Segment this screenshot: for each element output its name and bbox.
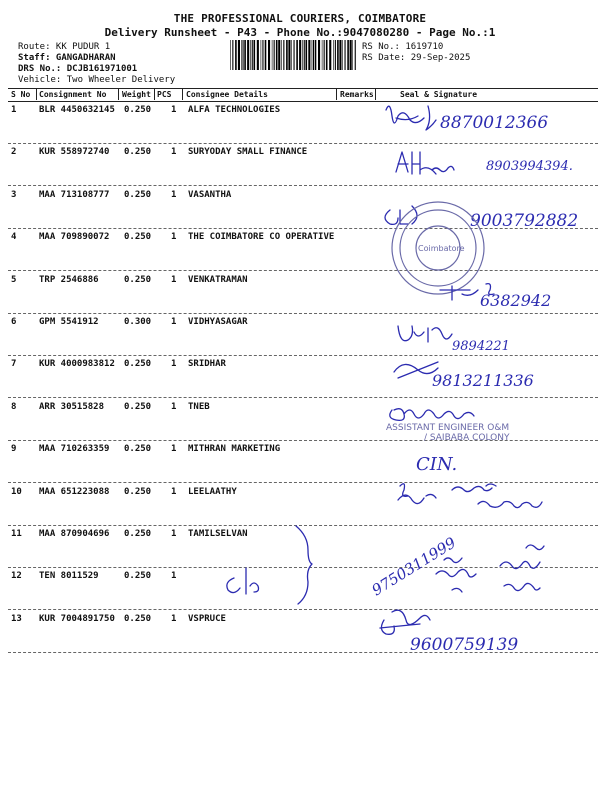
cell-sno: 3 [11,189,17,200]
table-row [8,567,598,610]
cell-sno: 6 [11,317,17,327]
barcode-bar [243,40,244,70]
divider [182,88,183,100]
table-row [8,186,598,229]
barcode-bar [254,40,256,70]
barcode-bar [350,40,352,70]
handwritten-phone: 8903994394. [486,159,573,174]
barcode-bar [244,40,246,70]
barcode-bar [304,40,305,70]
cell-consignee: MITHRAN MARKETING [188,444,281,455]
barcode-bar [324,40,325,70]
cell-pcs: 1 [171,486,177,497]
cell-sno: 13 [11,613,22,624]
handwritten-phone: 8870012366 [440,113,549,133]
barcode-bar [302,40,303,70]
col-consignment: Consignment No [39,90,107,99]
barcode-bar [299,40,301,70]
barcode-bar [241,40,242,70]
rs-number: RS No.: 1619710 [362,42,444,52]
cell-consignment: BLR 4450632145 [39,105,115,115]
barcode [228,40,358,70]
table-row [8,101,598,144]
cell-pcs: 1 [171,147,177,158]
barcode-bar [315,40,317,70]
table-row [8,483,598,526]
cell-weight: 0.250 [124,401,152,412]
barcode-bar [247,40,249,70]
table-row [8,355,598,398]
cell-consignment: TEN 8011529 [39,571,99,582]
col-consignee: Consignee Details [186,90,268,99]
barcode-bar [265,40,267,70]
cell-pcs: 1 [171,529,177,539]
cell-weight: 0.250 [124,486,152,497]
cell-consignment: MAA 713108777 [39,189,110,200]
cell-pcs: 1 [171,274,177,285]
rs-date: RS Date: 29-Sep-2025 [362,53,471,63]
cell-consignment: MAA 651223088 [39,486,110,497]
drs-label: DRS No.: DCJB161971001 [18,64,138,74]
cell-weight: 0.250 [124,571,152,582]
cell-weight: 0.250 [124,613,152,624]
table-row [8,525,598,568]
handwritten-note: CIN. [416,454,458,475]
cell-sno: 5 [11,274,17,285]
barcode-bar [272,40,273,70]
divider [154,88,155,100]
divider [118,88,119,100]
company-title: THE PROFESSIONAL COURIERS, COIMBATORE [173,12,427,25]
cell-weight: 0.250 [124,359,152,370]
barcode-bar [296,40,298,70]
barcode-bar [278,40,280,70]
table-row [8,313,598,356]
barcode-bar [294,40,295,70]
barcode-bar [291,40,292,70]
runsheet-title: Delivery Runsheet - P43 - Phone No.:9047080280 - Page No.:1 [104,26,496,39]
cell-pcs: 1 [171,359,177,370]
cell-sno: 11 [11,529,22,539]
stamp-text: Coimbatore [418,244,465,253]
barcode-bar [337,40,339,70]
cell-consignment: TRP 2546886 [39,274,99,285]
barcode-bar [322,40,323,70]
cell-weight: 0.300 [124,317,152,327]
cell-weight: 0.250 [124,147,152,158]
table-row [8,398,598,441]
cell-consignee: LEELAATHY [188,486,237,497]
barcode-bar [329,40,331,70]
barcode-bar [257,40,259,70]
barcode-bar [352,40,353,70]
cell-pcs: 1 [171,613,177,624]
barcode-bar [283,40,284,70]
cell-consignment: KUR 558972740 [39,147,110,158]
stamp-line2: / SAIBABA COLONY [424,433,510,443]
handwritten-phone: 9813211336 [432,371,534,390]
barcode-bar [288,40,290,70]
cell-pcs: 1 [171,105,177,115]
divider [375,88,376,100]
barcode-bar [268,40,270,70]
barcode-bar [308,40,310,70]
handwritten-phone: 9003792882 [470,211,579,231]
cell-weight: 0.250 [124,529,152,539]
cell-consignment: MAA 709890072 [39,232,110,243]
stamp-line1: ASSISTANT ENGINEER O&M [386,423,510,433]
col-sno: S No [11,90,31,99]
barcode-bar [286,40,288,70]
table-row [8,271,598,314]
staff-label: Staff: GANGADHARAN [18,53,116,63]
barcode-bar [232,40,233,70]
barcode-bar [326,40,328,70]
col-weight: Weight [122,90,151,99]
barcode-bar [238,40,240,70]
table-row [8,143,598,186]
cell-consignment: MAA 870904696 [39,529,110,539]
barcode-bar [276,40,278,70]
cell-sno: 8 [11,401,17,412]
route-label: Route: KK PUDUR 1 [18,42,111,52]
cell-sno: 4 [11,232,17,243]
barcode-bar [235,40,237,70]
cell-consignee: THE COIMBATORE CO OPERATIVE [188,232,335,243]
cell-weight: 0.250 [124,105,152,115]
barcode-bar [342,40,343,70]
barcode-bar [318,40,320,70]
barcode-bar [333,40,334,70]
cell-pcs: 1 [171,571,177,582]
cell-consignment: GPM 5541912 [39,317,99,327]
divider [36,88,37,100]
handwritten-phone: 9750311999 [368,533,460,600]
cell-pcs: 1 [171,317,177,327]
barcode-bar [355,40,356,70]
runsheet-table [8,88,598,648]
col-seal: Seal & Signature [400,90,478,99]
table-row [8,228,598,271]
cell-consignee: SRIDHAR [188,359,226,370]
cell-sno: 1 [11,105,17,115]
barcode-bar [281,40,282,70]
divider [336,88,337,100]
barcode-bar [230,40,231,70]
barcode-bar [306,40,308,70]
cell-consignment: ARR 30515828 [39,401,105,412]
cell-sno: 12 [11,571,22,582]
cell-consignee: TNEB [188,401,210,412]
barcode-bar [313,40,314,70]
cell-weight: 0.250 [124,232,152,243]
cell-pcs: 1 [171,401,177,412]
table-row [8,610,598,653]
handwritten-phone: 9894221 [452,339,510,354]
cell-weight: 0.250 [124,444,152,455]
cell-pcs: 1 [171,232,177,243]
cell-consignment: MAA 710263359 [39,444,110,455]
table-header [8,88,598,102]
handwritten-phone: 9600759139 [410,635,519,655]
cell-pcs: 1 [171,189,177,200]
cell-weight: 0.250 [124,189,152,200]
barcode-bar [345,40,346,70]
barcode-bar [312,40,313,70]
cell-sno: 7 [11,359,17,370]
handwritten-phone: 6382942 [480,291,552,310]
barcode-bar [250,40,251,70]
barcode-bar [339,40,341,70]
cell-consignee: VASANTHA [188,189,232,200]
cell-sno: 10 [11,486,22,497]
cell-consignee: VSPRUCE [188,613,226,624]
cell-consignment: KUR 4000983812 [39,359,115,370]
col-remarks: Remarks [340,90,374,99]
barcode-bar [274,40,275,70]
barcode-bar [335,40,336,70]
cell-consignee: VENKATRAMAN [188,274,248,285]
cell-sno: 9 [11,444,17,455]
barcode-bar [262,40,263,70]
cell-consignee: TAMILSELVAN [188,529,248,539]
cell-weight: 0.250 [124,274,152,285]
barcode-bar [347,40,349,70]
cell-consignment: KUR 7004891750 [39,613,115,624]
cell-consignee: ALFA TECHNOLOGIES [188,105,281,115]
vehicle-label: Vehicle: Two Wheeler Delivery [18,75,176,85]
table-row [8,440,598,483]
barcode-bar [252,40,253,70]
cell-consignee: SURYODAY SMALL FINANCE [188,147,308,158]
cell-pcs: 1 [171,444,177,455]
col-pcs: PCS [157,90,172,99]
cell-sno: 2 [11,147,17,158]
barcode-bar [261,40,262,70]
cell-consignee: VIDHYASAGAR [188,317,248,327]
